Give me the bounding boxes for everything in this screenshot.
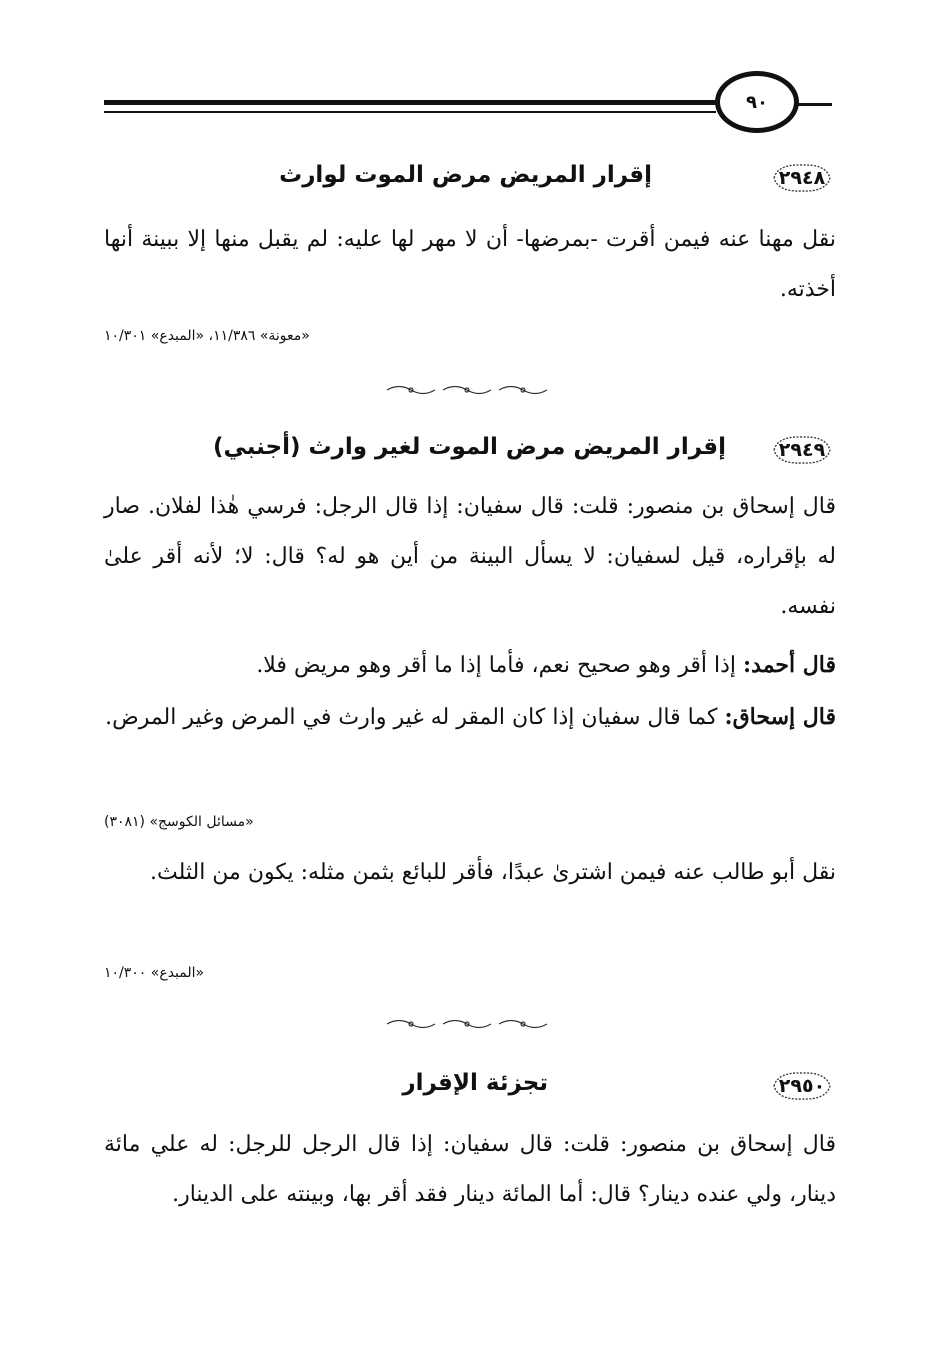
speaker-label: قال أحمد: bbox=[743, 652, 836, 678]
paragraph bbox=[104, 692, 836, 743]
entry-heading-2950 bbox=[104, 1068, 836, 1108]
paragraph: قال إسحاق بن منصور: قلت: قال سفيان: إذا قال الرجل: فرسي هٰذا لفلان. صار له بإقراره، قيل لسفيان: لا يسأل البينة من أين هو له؟ قال: لا؛ لأنه أقر علىٰ نفسه. bbox=[104, 494, 836, 619]
page-number: ٩٠ bbox=[746, 91, 768, 113]
entry-title: إقرار المريض مرض الموت لغير وارث (أجنبي) bbox=[212, 434, 726, 460]
header-rule-thin bbox=[104, 111, 716, 113]
speaker-label: قال إسحاق: bbox=[724, 704, 836, 730]
entry-number: ٢٩٤٨ bbox=[778, 167, 826, 189]
paragraph: نقل أبو طالب عنه فيمن اشترىٰ عبدًا، فأقر للبائع بثمن مثله: يكون من الثلث. bbox=[149, 860, 836, 885]
paragraph: نقل مهنا عنه فيمن أقرت -بمرضها- أن لا مهر لها عليه: لم يقبل منها إلا ببينة أنها أخذته. bbox=[104, 227, 836, 302]
entry-number-badge bbox=[768, 160, 836, 196]
paragraph-text: إذا أقر وهو صحيح نعم، فأما إذا ما أقر وهو مريض فلا. bbox=[256, 653, 744, 678]
floral-divider-icon bbox=[383, 383, 553, 397]
header-rule-right bbox=[796, 103, 832, 106]
paragraph: قال إسحاق بن منصور: قلت: قال سفيان: إذا قال الرجل للرجل: له علي مائة دينار، ولي عنده دينار؟ قال: أما المائة دينار فقد أقر بها، وبينته على الدينار. bbox=[104, 1132, 836, 1207]
paragraph-text: كما قال سفيان إذا كان المقر له غير وارث في المرض وغير المرض. bbox=[105, 705, 725, 730]
entry-heading-2948 bbox=[104, 160, 836, 200]
entry-number: ٢٩٥٠ bbox=[778, 1075, 826, 1097]
source-reference bbox=[104, 328, 836, 344]
entry-number: ٢٩٤٩ bbox=[778, 439, 826, 461]
entry-title: تجزئة الإقرار bbox=[402, 1070, 548, 1096]
entry-heading-2949 bbox=[104, 432, 836, 472]
header-rule-thick bbox=[104, 100, 716, 105]
entry-number-badge bbox=[768, 1068, 836, 1104]
entry-number-badge bbox=[768, 432, 836, 468]
floral-divider-icon bbox=[383, 1017, 553, 1031]
source-reference-text: «معونة» ١١/٣٨٦، «المبدع» ١٠/٣٠١ bbox=[104, 328, 310, 344]
source-reference bbox=[104, 965, 836, 981]
source-reference-text: «المبدع» ١٠/٣٠٠ bbox=[104, 965, 205, 981]
source-reference-text: «مسائل الكوسج» (٣٠٨١) bbox=[104, 814, 254, 830]
source-reference bbox=[104, 814, 836, 830]
page-number-badge bbox=[715, 71, 799, 133]
paragraph bbox=[104, 640, 836, 691]
entry-title: إقرار المريض مرض الموت لوارث bbox=[279, 162, 652, 188]
